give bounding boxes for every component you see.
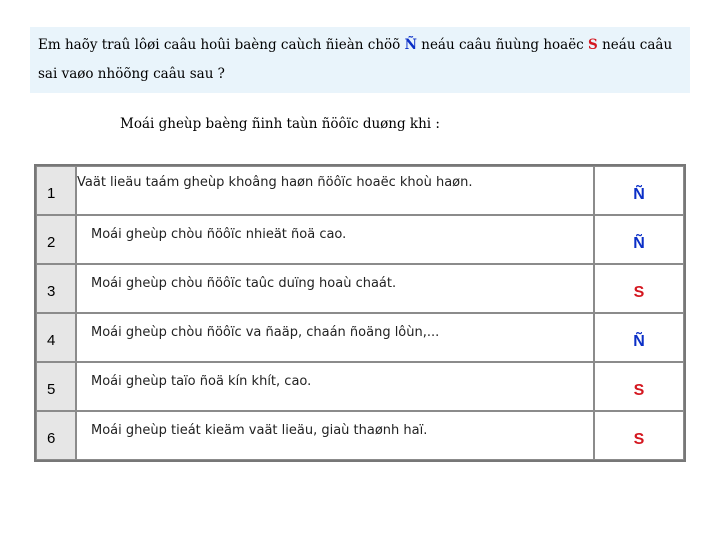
row-number: 2: [36, 215, 76, 264]
question-table: [34, 164, 686, 462]
row-number: 6: [36, 411, 76, 460]
answer-cell[interactable]: S: [594, 264, 684, 313]
row-number: 1: [36, 166, 76, 215]
row-number: 3: [36, 264, 76, 313]
instruction-box: [30, 27, 690, 93]
false-mark: S: [588, 37, 598, 53]
row-number: 4: [36, 313, 76, 362]
statement-text: Moái gheùp chòu ñöôïc va ñaäp, chaán ñoäng lôùn,...: [76, 313, 594, 362]
instruction-text-1: Em haõy traû lôøi caâu hoûi baèng caùch ñieàn chöõ: [38, 37, 401, 53]
statement-text: Vaät lieäu taám gheùp khoâng haøn ñöôïc hoaëc khoù haøn.: [76, 166, 594, 215]
answer-cell[interactable]: S: [594, 411, 684, 460]
statement-text: Moái gheùp chòu ñöôïc nhieät ñoä cao.: [76, 215, 594, 264]
answer-cell[interactable]: Ñ: [594, 313, 684, 362]
instruction-text-3: neáu caâu sai vaøo nhöõng caâu sau ?: [38, 37, 673, 82]
subtitle: Moái gheùp baèng ñinh taùn ñöôïc duøng khi :: [120, 116, 440, 132]
answer-cell[interactable]: Ñ: [594, 166, 684, 215]
statement-text: Moái gheùp taïo ñoä kín khít, cao.: [76, 362, 594, 411]
instruction-text-2: neáu caâu ñuùng hoaëc: [421, 37, 584, 53]
statement-text: Moái gheùp tieát kieäm vaät lieäu, giaù thaønh haï.: [76, 411, 594, 460]
answer-cell[interactable]: S: [594, 362, 684, 411]
row-number: 5: [36, 362, 76, 411]
statement-text: Moái gheùp chòu ñöôïc taûc duïng hoaù chaát.: [76, 264, 594, 313]
true-mark: Ñ: [404, 37, 417, 53]
answer-cell[interactable]: Ñ: [594, 215, 684, 264]
